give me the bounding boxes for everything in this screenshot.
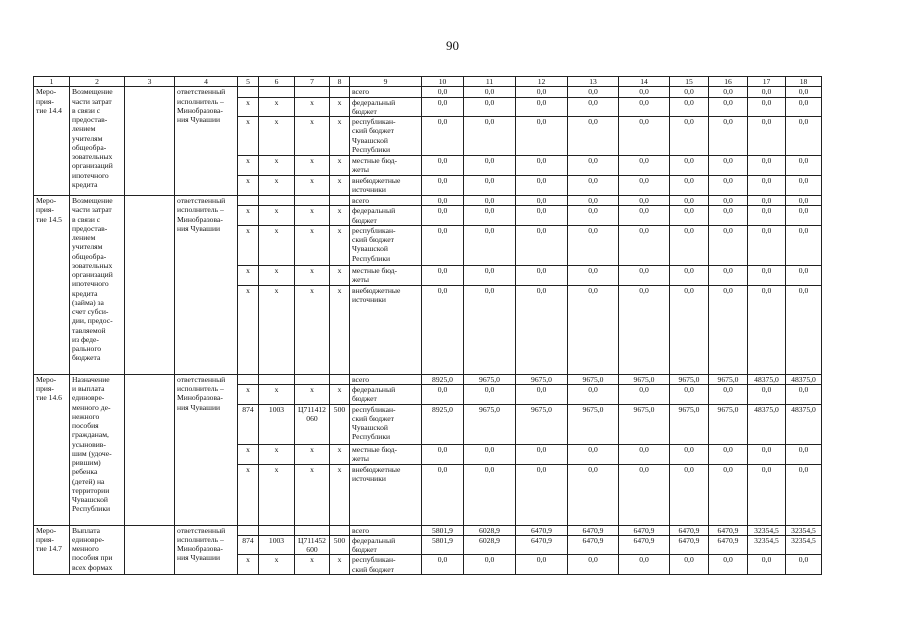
- amount-cell: 0,0: [516, 385, 568, 405]
- amount-cell: 0,0: [786, 87, 822, 97]
- amount-cell: 0,0: [748, 196, 786, 206]
- expense-type-cell: x: [330, 285, 350, 374]
- amount-cell: 0,0: [748, 176, 786, 196]
- amount-cell: 0,0: [568, 196, 619, 206]
- budget-code-cell: x: [238, 206, 259, 226]
- amount-cell: 0,0: [422, 444, 464, 464]
- budget-code-cell: x: [238, 176, 259, 196]
- target-article-cell: x: [295, 265, 330, 285]
- empty-column-3-cell: [125, 374, 175, 525]
- budget-code-cell: [238, 525, 259, 535]
- funding-source-cell: республикан- ский бюджет Чувашской Республики: [350, 225, 422, 265]
- amount-cell: 0,0: [464, 464, 516, 525]
- expense-type-cell: x: [330, 225, 350, 265]
- funding-source-cell: внебюджетные источники: [350, 176, 422, 196]
- amount-cell: 6028,9: [464, 525, 516, 535]
- event-number-cell: Меро- прия- тие 14.5: [34, 196, 70, 375]
- section-code-cell: [259, 525, 295, 535]
- amount-cell: 0,0: [422, 156, 464, 176]
- amount-cell: 0,0: [422, 464, 464, 525]
- expense-type-cell: [330, 87, 350, 97]
- amount-cell: 0,0: [568, 156, 619, 176]
- target-article-cell: x: [295, 206, 330, 226]
- section-code-cell: x: [259, 117, 295, 156]
- column-number-header: 2: [70, 77, 125, 87]
- amount-cell: 0,0: [748, 285, 786, 374]
- empty-column-3-cell: [125, 525, 175, 575]
- section-code-cell: x: [259, 555, 295, 575]
- amount-cell: 0,0: [516, 176, 568, 196]
- amount-cell: 0,0: [422, 285, 464, 374]
- budget-code-cell: [238, 87, 259, 97]
- executor-cell: ответственный исполнитель – Минобразова- ния Чувашии: [175, 196, 238, 375]
- column-number-header: 16: [709, 77, 748, 87]
- budget-table: [33, 76, 822, 575]
- amount-cell: 48375,0: [748, 374, 786, 384]
- amount-cell: 0,0: [670, 87, 709, 97]
- funding-source-cell: республикан- ский бюджет Чувашской Республики: [350, 117, 422, 156]
- amount-cell: 48375,0: [786, 374, 822, 384]
- amount-cell: 0,0: [748, 464, 786, 525]
- amount-cell: 9675,0: [619, 374, 670, 384]
- amount-cell: 0,0: [619, 196, 670, 206]
- amount-cell: 0,0: [786, 285, 822, 374]
- amount-cell: 0,0: [670, 97, 709, 117]
- amount-cell: 0,0: [619, 464, 670, 525]
- amount-cell: 0,0: [464, 385, 516, 405]
- amount-cell: 0,0: [748, 444, 786, 464]
- amount-cell: 6470,9: [568, 525, 619, 535]
- amount-cell: 0,0: [422, 385, 464, 405]
- amount-cell: 0,0: [748, 206, 786, 226]
- amount-cell: 0,0: [786, 117, 822, 156]
- section-code-cell: x: [259, 464, 295, 525]
- amount-cell: 9675,0: [619, 404, 670, 444]
- amount-cell: 6470,9: [709, 525, 748, 535]
- amount-cell: 48375,0: [786, 404, 822, 444]
- section-code-cell: x: [259, 285, 295, 374]
- budget-code-cell: x: [238, 385, 259, 405]
- amount-cell: 0,0: [748, 225, 786, 265]
- funding-source-cell: федеральный бюджет: [350, 97, 422, 117]
- amount-cell: 0,0: [748, 97, 786, 117]
- target-article-cell: [295, 374, 330, 384]
- amount-cell: 0,0: [709, 176, 748, 196]
- event-number-cell: Меро- прия- тие 14.7: [34, 525, 70, 575]
- amount-cell: 0,0: [619, 206, 670, 226]
- amount-cell: 0,0: [516, 97, 568, 117]
- amount-cell: 0,0: [464, 87, 516, 97]
- amount-cell: 0,0: [709, 464, 748, 525]
- amount-cell: 0,0: [464, 156, 516, 176]
- section-code-cell: [259, 87, 295, 97]
- column-number-header: 3: [125, 77, 175, 87]
- amount-cell: 0,0: [670, 444, 709, 464]
- executor-cell: ответственный исполнитель – Минобразова- ния Чувашии: [175, 374, 238, 525]
- budget-code-cell: x: [238, 225, 259, 265]
- amount-cell: 6470,9: [709, 535, 748, 555]
- amount-cell: 0,0: [786, 464, 822, 525]
- amount-cell: 9675,0: [464, 374, 516, 384]
- column-number-row: [34, 77, 822, 87]
- amount-cell: 0,0: [786, 385, 822, 405]
- budget-code-cell: x: [238, 555, 259, 575]
- column-number-header: 7: [295, 77, 330, 87]
- section-code-cell: 1003: [259, 404, 295, 444]
- amount-cell: 0,0: [619, 87, 670, 97]
- amount-cell: 0,0: [748, 385, 786, 405]
- amount-cell: 8925,0: [422, 404, 464, 444]
- funding-source-cell: всего: [350, 525, 422, 535]
- amount-cell: 0,0: [670, 555, 709, 575]
- amount-cell: 0,0: [709, 225, 748, 265]
- amount-cell: 0,0: [464, 555, 516, 575]
- amount-cell: 32354,5: [748, 525, 786, 535]
- amount-cell: 0,0: [568, 444, 619, 464]
- amount-cell: 0,0: [709, 97, 748, 117]
- amount-cell: 9675,0: [568, 404, 619, 444]
- expense-type-cell: x: [330, 555, 350, 575]
- target-article-cell: [295, 87, 330, 97]
- budget-code-cell: 874: [238, 535, 259, 555]
- target-article-cell: x: [295, 156, 330, 176]
- amount-cell: 6470,9: [516, 525, 568, 535]
- amount-cell: 0,0: [568, 206, 619, 226]
- funding-source-cell: федеральный бюджет: [350, 206, 422, 226]
- expense-type-cell: x: [330, 206, 350, 226]
- target-article-cell: Ц711412 060: [295, 404, 330, 444]
- amount-cell: 0,0: [464, 444, 516, 464]
- funding-source-cell: внебюджетные источники: [350, 464, 422, 525]
- expense-type-cell: 500: [330, 535, 350, 555]
- amount-cell: 0,0: [709, 385, 748, 405]
- amount-cell: 0,0: [670, 285, 709, 374]
- amount-cell: 6470,9: [670, 525, 709, 535]
- event-description-cell: Назначение и выплата единовре- менного де- нежного пособия гражданам, усыновив- шим (удоче- рившим) ребенка (детей) на территории Чувашской Республики: [70, 374, 125, 525]
- amount-cell: 5801,9: [422, 535, 464, 555]
- amount-cell: 0,0: [464, 196, 516, 206]
- budget-code-cell: x: [238, 444, 259, 464]
- amount-cell: 0,0: [709, 87, 748, 97]
- amount-cell: 6470,9: [516, 535, 568, 555]
- table-row: [34, 196, 822, 206]
- table-row: [34, 525, 822, 535]
- amount-cell: 0,0: [422, 265, 464, 285]
- funding-source-cell: всего: [350, 87, 422, 97]
- amount-cell: 0,0: [568, 87, 619, 97]
- amount-cell: 0,0: [568, 117, 619, 156]
- amount-cell: 6028,9: [464, 535, 516, 555]
- target-article-cell: [295, 525, 330, 535]
- amount-cell: 0,0: [422, 87, 464, 97]
- column-number-header: 8: [330, 77, 350, 87]
- executor-cell: ответственный исполнитель – Минобразова- ния Чувашии: [175, 87, 238, 196]
- amount-cell: 0,0: [670, 225, 709, 265]
- target-article-cell: x: [295, 176, 330, 196]
- budget-code-cell: 874: [238, 404, 259, 444]
- table-row: [34, 87, 822, 97]
- expense-type-cell: x: [330, 464, 350, 525]
- amount-cell: 0,0: [568, 464, 619, 525]
- amount-cell: 0,0: [670, 156, 709, 176]
- amount-cell: 0,0: [568, 225, 619, 265]
- amount-cell: 0,0: [786, 156, 822, 176]
- expense-type-cell: x: [330, 97, 350, 117]
- funding-source-cell: федеральный бюджет: [350, 385, 422, 405]
- amount-cell: 0,0: [670, 196, 709, 206]
- amount-cell: 0,0: [786, 225, 822, 265]
- amount-cell: 9675,0: [464, 404, 516, 444]
- section-code-cell: x: [259, 156, 295, 176]
- amount-cell: 0,0: [786, 265, 822, 285]
- section-code-cell: x: [259, 206, 295, 226]
- amount-cell: 0,0: [464, 117, 516, 156]
- section-code-cell: x: [259, 444, 295, 464]
- amount-cell: 6470,9: [619, 535, 670, 555]
- column-number-header: 5: [238, 77, 259, 87]
- target-article-cell: x: [295, 385, 330, 405]
- table-row: [34, 374, 822, 384]
- amount-cell: 0,0: [516, 87, 568, 97]
- amount-cell: 0,0: [670, 176, 709, 196]
- column-number-header: 15: [670, 77, 709, 87]
- amount-cell: 0,0: [568, 285, 619, 374]
- amount-cell: 0,0: [748, 555, 786, 575]
- amount-cell: 0,0: [786, 206, 822, 226]
- amount-cell: 0,0: [709, 117, 748, 156]
- budget-code-cell: [238, 374, 259, 384]
- amount-cell: 0,0: [786, 97, 822, 117]
- amount-cell: 0,0: [748, 265, 786, 285]
- amount-cell: 0,0: [422, 176, 464, 196]
- amount-cell: 32354,5: [786, 535, 822, 555]
- budget-code-cell: [238, 196, 259, 206]
- event-number-cell: Меро- прия- тие 14.4: [34, 87, 70, 196]
- amount-cell: 0,0: [516, 555, 568, 575]
- amount-cell: 0,0: [464, 176, 516, 196]
- section-code-cell: x: [259, 176, 295, 196]
- amount-cell: 0,0: [619, 285, 670, 374]
- amount-cell: 0,0: [464, 225, 516, 265]
- target-article-cell: x: [295, 444, 330, 464]
- amount-cell: 0,0: [786, 444, 822, 464]
- section-code-cell: 1003: [259, 535, 295, 555]
- budget-code-cell: x: [238, 285, 259, 374]
- budget-code-cell: x: [238, 117, 259, 156]
- amount-cell: 0,0: [709, 206, 748, 226]
- column-number-header: 9: [350, 77, 422, 87]
- amount-cell: 0,0: [422, 97, 464, 117]
- target-article-cell: x: [295, 117, 330, 156]
- target-article-cell: x: [295, 285, 330, 374]
- page-number: 90: [446, 38, 459, 53]
- column-number-header: 10: [422, 77, 464, 87]
- funding-source-cell: внебюджетные источники: [350, 285, 422, 374]
- budget-code-cell: x: [238, 156, 259, 176]
- amount-cell: 0,0: [786, 196, 822, 206]
- amount-cell: 0,0: [670, 385, 709, 405]
- section-code-cell: x: [259, 97, 295, 117]
- funding-source-cell: местные бюд- жеты: [350, 265, 422, 285]
- amount-cell: 0,0: [748, 87, 786, 97]
- expense-type-cell: [330, 196, 350, 206]
- column-number-header: 17: [748, 77, 786, 87]
- expense-type-cell: x: [330, 156, 350, 176]
- funding-source-cell: местные бюд- жеты: [350, 444, 422, 464]
- section-code-cell: [259, 374, 295, 384]
- amount-cell: 0,0: [670, 464, 709, 525]
- column-number-header: 11: [464, 77, 516, 87]
- amount-cell: 0,0: [748, 117, 786, 156]
- amount-cell: 48375,0: [748, 404, 786, 444]
- funding-source-cell: федеральный бюджет: [350, 535, 422, 555]
- amount-cell: 0,0: [786, 555, 822, 575]
- amount-cell: 32354,5: [786, 525, 822, 535]
- executor-cell: ответственный исполнитель – Минобразова- ния Чувашии: [175, 525, 238, 575]
- funding-source-cell: всего: [350, 196, 422, 206]
- expense-type-cell: x: [330, 176, 350, 196]
- amount-cell: 6470,9: [670, 535, 709, 555]
- amount-cell: 0,0: [422, 555, 464, 575]
- target-article-cell: Ц711452 600: [295, 535, 330, 555]
- column-number-header: 6: [259, 77, 295, 87]
- column-number-header: 18: [786, 77, 822, 87]
- amount-cell: 0,0: [709, 156, 748, 176]
- amount-cell: 0,0: [464, 206, 516, 226]
- amount-cell: 0,0: [516, 117, 568, 156]
- section-code-cell: x: [259, 225, 295, 265]
- expense-type-cell: [330, 374, 350, 384]
- amount-cell: 0,0: [786, 176, 822, 196]
- event-description-cell: Возмещение части затрат в связи с предостав- лением учителям общеобра- зовательных организаций ипотечного кредита (займа) за счет субси- дии, предос- тавляемой из феде- рального бюджета: [70, 196, 125, 375]
- expense-type-cell: 500: [330, 404, 350, 444]
- funding-source-cell: местные бюд- жеты: [350, 156, 422, 176]
- amount-cell: 9675,0: [670, 404, 709, 444]
- column-number-header: 13: [568, 77, 619, 87]
- amount-cell: 0,0: [619, 117, 670, 156]
- amount-cell: 0,0: [516, 206, 568, 226]
- amount-cell: 0,0: [516, 156, 568, 176]
- funding-source-cell: республикан- ский бюджет Чувашской Республики: [350, 404, 422, 444]
- amount-cell: 0,0: [748, 156, 786, 176]
- expense-type-cell: x: [330, 265, 350, 285]
- column-number-header: 14: [619, 77, 670, 87]
- amount-cell: 0,0: [568, 97, 619, 117]
- amount-cell: 0,0: [670, 265, 709, 285]
- amount-cell: 5801,9: [422, 525, 464, 535]
- amount-cell: 0,0: [568, 265, 619, 285]
- expense-type-cell: x: [330, 444, 350, 464]
- amount-cell: 0,0: [619, 97, 670, 117]
- expense-type-cell: x: [330, 385, 350, 405]
- empty-column-3-cell: [125, 196, 175, 375]
- column-number-header: 1: [34, 77, 70, 87]
- amount-cell: 0,0: [516, 285, 568, 374]
- amount-cell: 0,0: [619, 156, 670, 176]
- amount-cell: 0,0: [516, 225, 568, 265]
- amount-cell: 0,0: [422, 196, 464, 206]
- amount-cell: 0,0: [516, 464, 568, 525]
- amount-cell: 0,0: [568, 385, 619, 405]
- target-article-cell: x: [295, 555, 330, 575]
- event-description-cell: Возмещение части затрат в связи с предостав- лением учителям общеобра- зовательных организаций ипотечного кредита: [70, 87, 125, 196]
- amount-cell: 0,0: [709, 196, 748, 206]
- amount-cell: 9675,0: [670, 374, 709, 384]
- expense-type-cell: x: [330, 117, 350, 156]
- amount-cell: 0,0: [619, 555, 670, 575]
- target-article-cell: [295, 196, 330, 206]
- amount-cell: 0,0: [568, 555, 619, 575]
- target-article-cell: x: [295, 97, 330, 117]
- amount-cell: 0,0: [670, 206, 709, 226]
- amount-cell: 9675,0: [516, 374, 568, 384]
- amount-cell: 0,0: [709, 555, 748, 575]
- amount-cell: 0,0: [619, 265, 670, 285]
- amount-cell: 0,0: [619, 385, 670, 405]
- event-description-cell: Выплата единовре- менного пособия при всех формах: [70, 525, 125, 575]
- amount-cell: 6470,9: [619, 525, 670, 535]
- expense-type-cell: [330, 525, 350, 535]
- target-article-cell: x: [295, 464, 330, 525]
- amount-cell: 0,0: [619, 176, 670, 196]
- amount-cell: 0,0: [516, 196, 568, 206]
- budget-code-cell: x: [238, 97, 259, 117]
- section-code-cell: x: [259, 265, 295, 285]
- amount-cell: 0,0: [516, 444, 568, 464]
- section-code-cell: [259, 196, 295, 206]
- amount-cell: 6470,9: [568, 535, 619, 555]
- amount-cell: 0,0: [619, 225, 670, 265]
- amount-cell: 0,0: [709, 265, 748, 285]
- column-number-header: 12: [516, 77, 568, 87]
- amount-cell: 0,0: [464, 265, 516, 285]
- column-number-header: 4: [175, 77, 238, 87]
- section-code-cell: x: [259, 385, 295, 405]
- amount-cell: 9675,0: [709, 404, 748, 444]
- amount-cell: 8925,0: [422, 374, 464, 384]
- empty-column-3-cell: [125, 87, 175, 196]
- amount-cell: 0,0: [464, 285, 516, 374]
- amount-cell: 0,0: [709, 285, 748, 374]
- amount-cell: 0,0: [516, 265, 568, 285]
- amount-cell: 32354,5: [748, 535, 786, 555]
- amount-cell: 0,0: [619, 444, 670, 464]
- amount-cell: 0,0: [670, 117, 709, 156]
- target-article-cell: x: [295, 225, 330, 265]
- amount-cell: 0,0: [422, 117, 464, 156]
- amount-cell: 0,0: [464, 97, 516, 117]
- amount-cell: 0,0: [422, 225, 464, 265]
- amount-cell: 9675,0: [709, 374, 748, 384]
- funding-source-cell: всего: [350, 374, 422, 384]
- funding-source-cell: республикан- ский бюджет: [350, 555, 422, 575]
- amount-cell: 0,0: [568, 176, 619, 196]
- amount-cell: 9675,0: [516, 404, 568, 444]
- budget-code-cell: x: [238, 265, 259, 285]
- amount-cell: 0,0: [422, 206, 464, 226]
- amount-cell: 0,0: [709, 444, 748, 464]
- amount-cell: 9675,0: [568, 374, 619, 384]
- budget-code-cell: x: [238, 464, 259, 525]
- event-number-cell: Меро- прия- тие 14.6: [34, 374, 70, 525]
